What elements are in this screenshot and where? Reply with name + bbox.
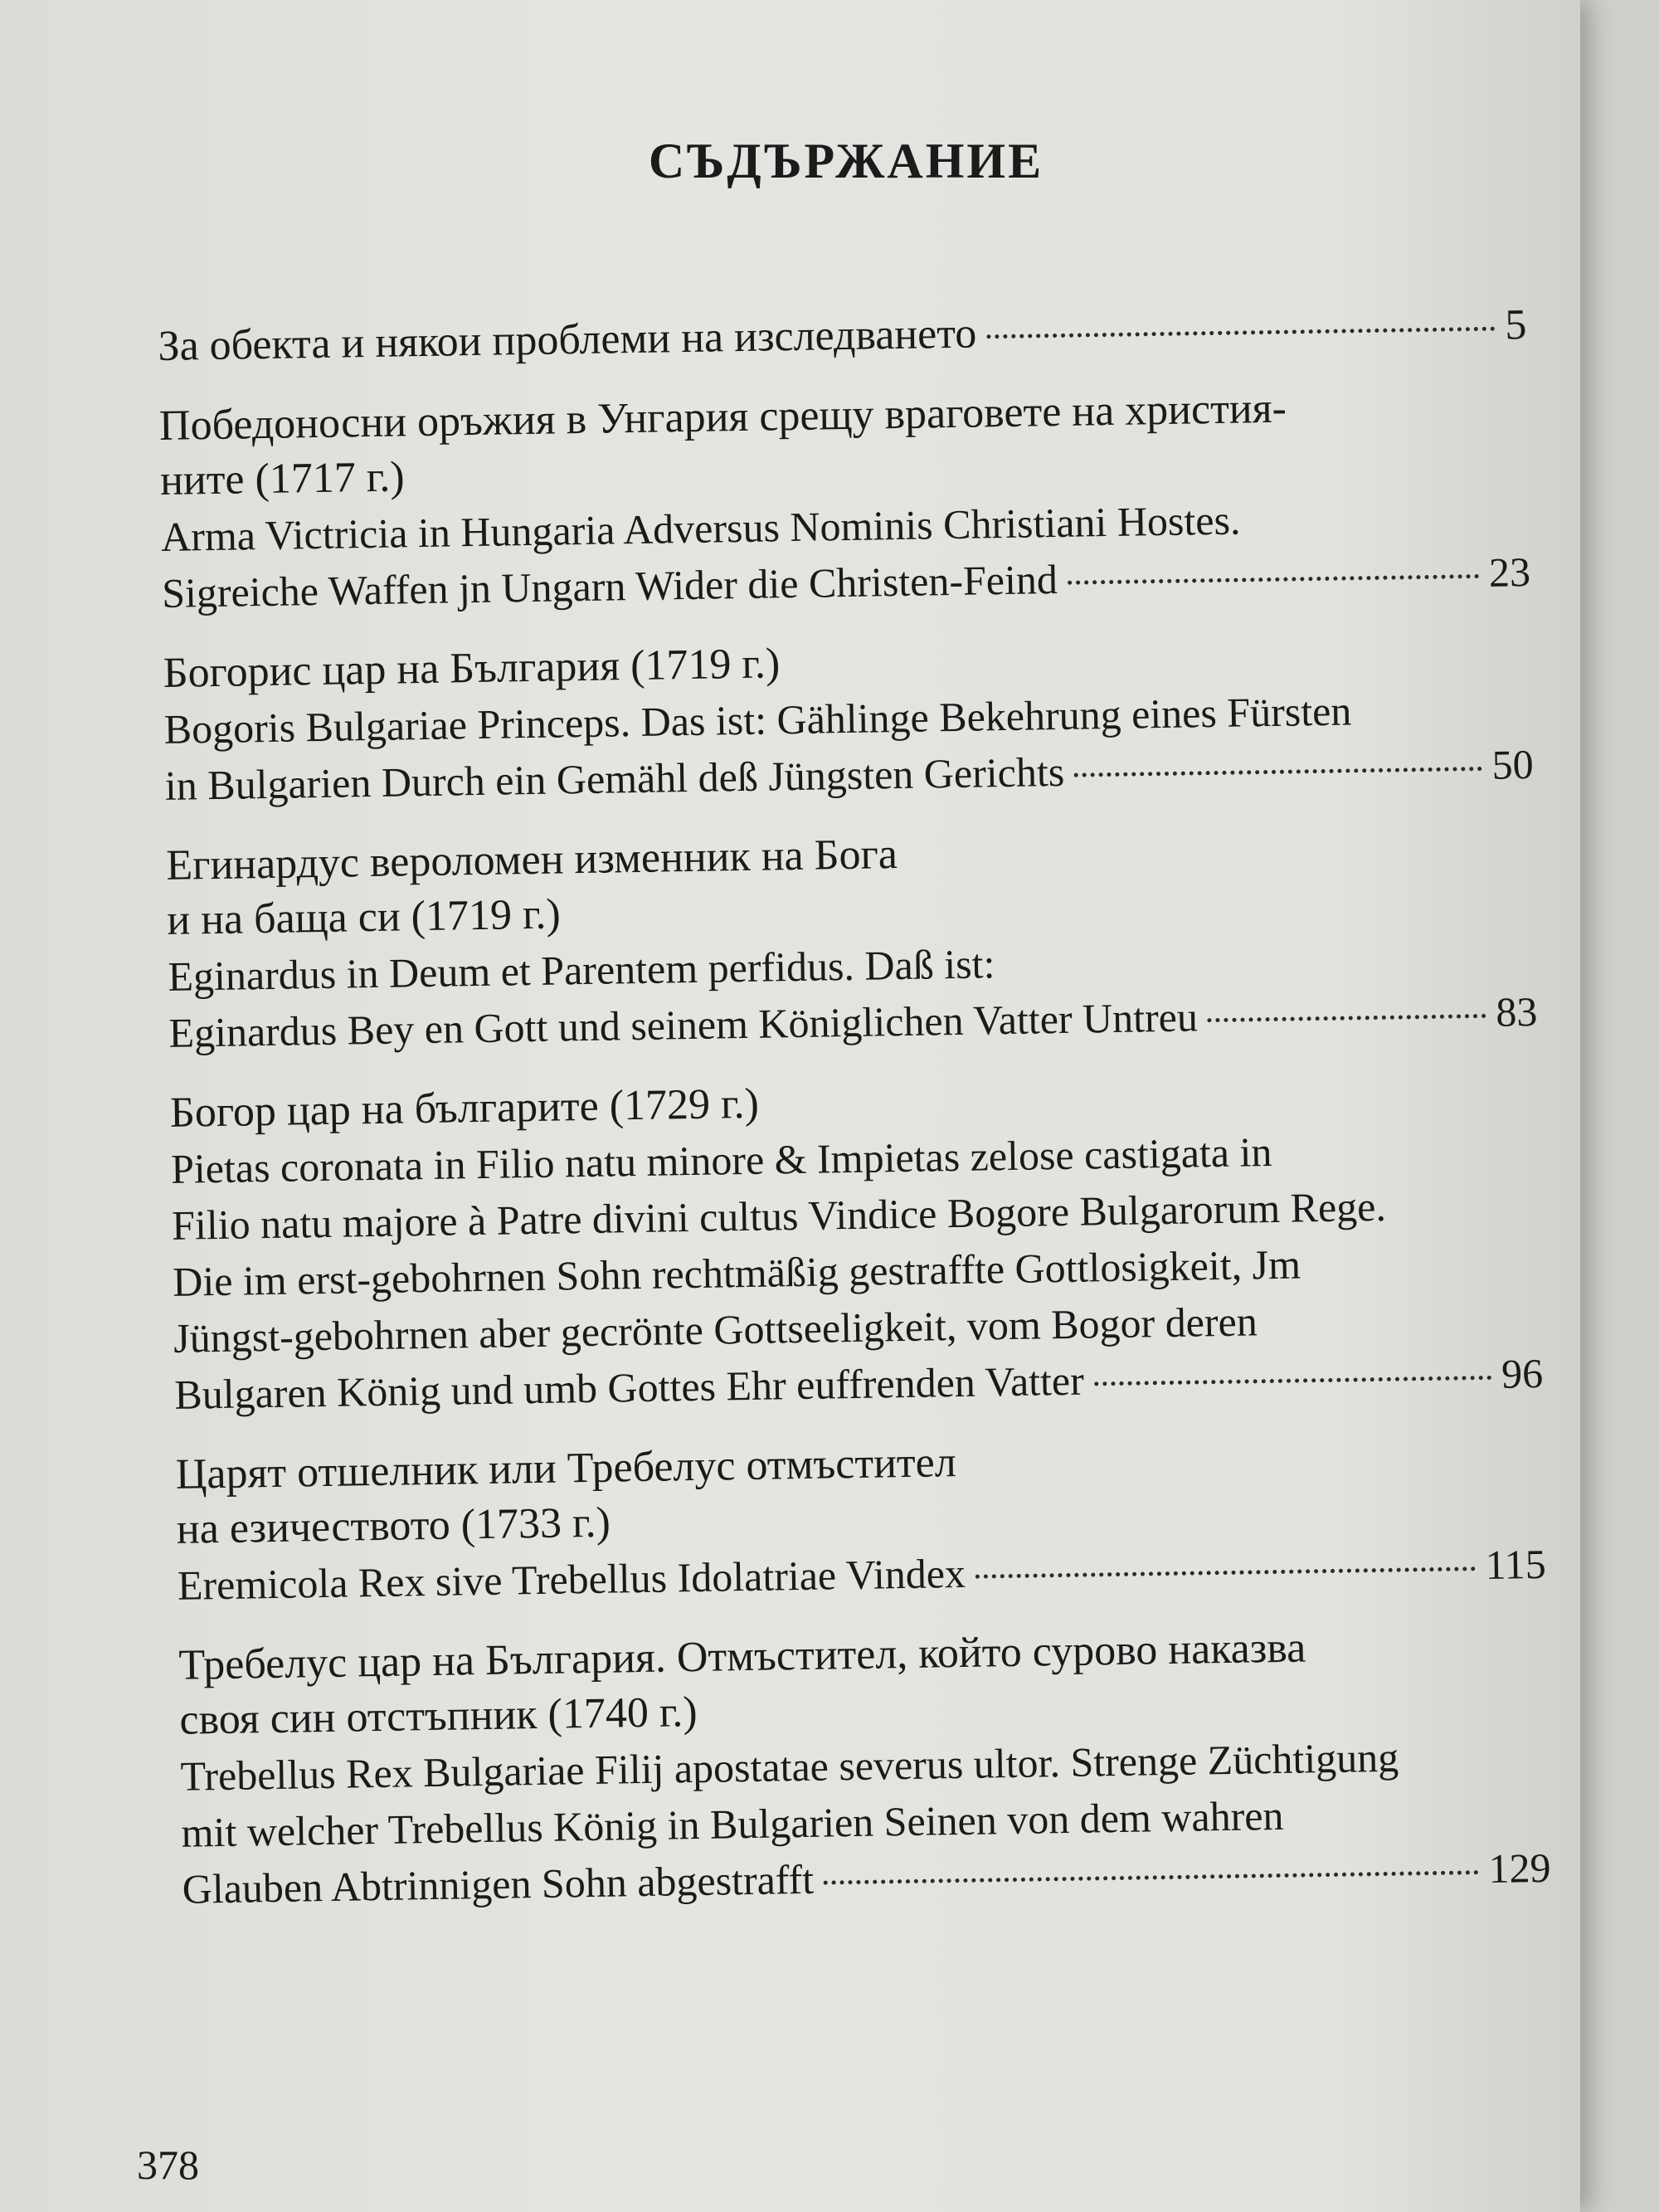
dot-leader xyxy=(824,1870,1479,1884)
dot-leader xyxy=(1068,574,1479,585)
toc-entry-title-bg: Богорис цар на България (1719 г.) xyxy=(163,640,781,697)
toc-page-ref: 23 xyxy=(1488,548,1531,596)
toc-page-ref: 50 xyxy=(1491,741,1535,788)
toc-entry-title-bg: своя син отстъпник (1740 г.) xyxy=(179,1688,698,1744)
toc-entry-title-original: Bogoris Bulgariae Princeps. Das ist: Gählinge Bekehrung eines Fürsten xyxy=(163,687,1352,753)
toc-entry xyxy=(170,1065,1544,1423)
dot-leader xyxy=(1094,1376,1492,1386)
toc-entry-title-original: mit welcher Trebellus König in Bulgarien Seinen von dem wahren xyxy=(181,1791,1284,1856)
dot-leader xyxy=(1208,1014,1486,1022)
toc-entry-title-bg: ните (1717 г.) xyxy=(159,453,406,504)
toc-entry-text: Glauben Abtrinnigen Sohn abgestrafft xyxy=(182,1855,815,1912)
toc-entry-text: in Bulgarien Durch ein Gemähl deß Jüngsten Gerichts xyxy=(164,748,1065,809)
dot-leader xyxy=(986,327,1495,339)
toc-entry-title-bg: Победоносни оръжия в Унгария срещу враговете на христия- xyxy=(158,384,1287,450)
toc-page-ref: 5 xyxy=(1504,301,1527,349)
toc-page-ref: 129 xyxy=(1488,1844,1551,1893)
toc-entry xyxy=(159,378,1531,621)
toc-entry-title-bg: Требелус цар на България. Отмъстител, който сурово наказва xyxy=(178,1624,1306,1689)
toc-entry-title-original: Pietas coronata in Filio natu minore & Impietas zelose castigata in xyxy=(170,1128,1272,1192)
toc-entry xyxy=(163,625,1534,814)
toc-entry-text: Eremicola Rex sive Trebellus Idolatriae Vindex xyxy=(177,1549,966,1609)
toc-entry xyxy=(175,1426,1546,1614)
toc-entry-title-original: Filio natu majore à Patre divini cultus Vindice Bogore Bulgarorum Rege. xyxy=(171,1182,1387,1249)
toc-entry-title-bg: и на баща си (1719 г.) xyxy=(166,890,562,944)
toc-page-ref: 115 xyxy=(1485,1540,1547,1589)
toc-entry-text: За обекта и някои проблеми на изследването xyxy=(158,309,977,370)
toc-entry-title-bg: Царят отшелник или Требелус отмъстител xyxy=(175,1439,957,1498)
toc-page-ref: 96 xyxy=(1501,1349,1544,1397)
toc-entry-title-bg: на езичеството (1733 г.) xyxy=(176,1498,611,1553)
page-number: 378 xyxy=(137,2141,199,2188)
toc-entry-title-original: Die im erst-gebohrnen Sohn rechtmäßig gestraffte Gottlosigkeit, Jm xyxy=(172,1240,1301,1305)
toc-entry xyxy=(158,298,1527,374)
toc-entry-title-original: Trebellus Rex Bulgariae Filij apostatae severus ultor. Strenge Züchtigung xyxy=(180,1733,1399,1800)
toc-entry-title-original: Jüngst-gebohrnen aber gecrönte Gottseeligkeit, vom Bogor deren xyxy=(173,1298,1258,1362)
toc-entry-title-original: Arma Victricia in Hungaria Adversus Nominis Christiani Hostes. xyxy=(160,496,1241,560)
toc-entry xyxy=(178,1617,1551,1917)
toc-entry-title-bg: Егинардус вероломен изменник на Бога xyxy=(165,831,898,889)
toc-page-ref: 83 xyxy=(1495,987,1538,1035)
toc-entry-text: Eginardus Bey en Gott und seinem Königlichen Vatter Untreu xyxy=(168,993,1199,1056)
page-title: СЪДЪРЖАНИЕ xyxy=(648,134,1044,188)
toc-entry xyxy=(166,817,1538,1061)
toc-entry-final-line xyxy=(158,298,1527,374)
dot-leader xyxy=(1074,767,1482,777)
toc-entry-title-original: Eginardus in Deum et Parentem perfidus. Daß ist: xyxy=(168,940,995,1000)
toc-entry-text: Bulgaren König und umb Gottes Ehr euffrenden Vatter xyxy=(173,1357,1085,1418)
dot-leader xyxy=(975,1566,1476,1578)
toc-entry-title-bg: Богор цар на българите (1729 г.) xyxy=(169,1079,760,1137)
table-of-contents xyxy=(158,298,1552,1942)
toc-entry-text: Sigreiche Waffen jn Ungarn Wider die Christen-Feind xyxy=(161,556,1058,616)
